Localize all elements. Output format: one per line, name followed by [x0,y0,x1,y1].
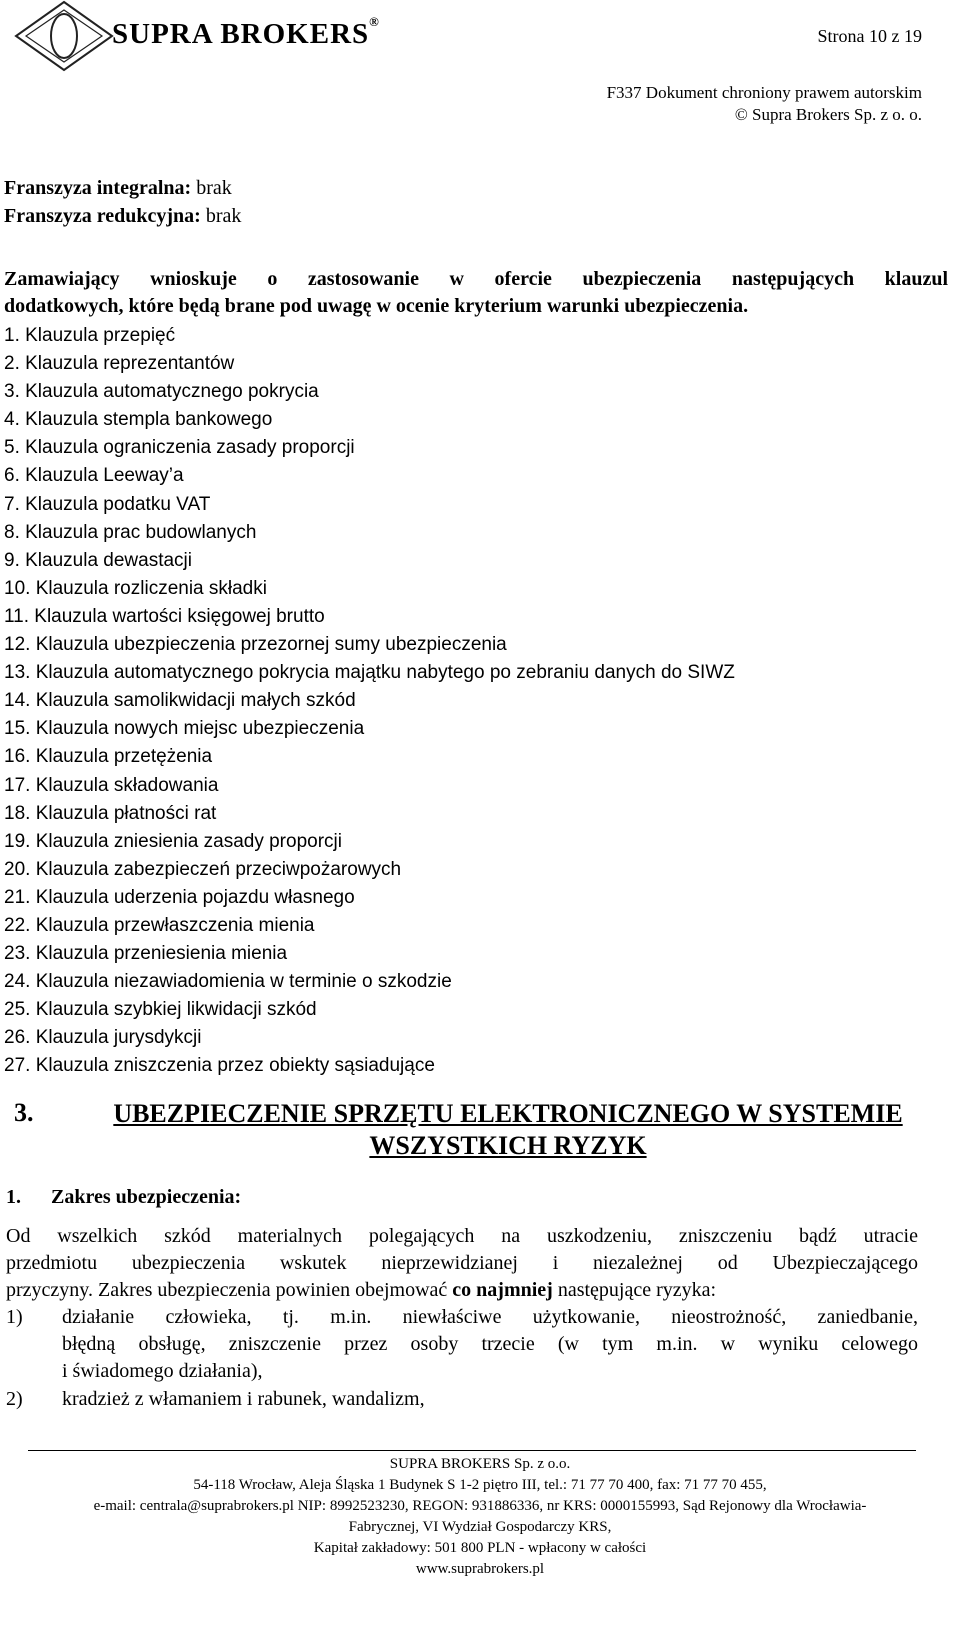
section-title: UBEZPIECZENIE SPRZĘTU ELEKTRONICZNEGO W SYSTEMIE WSZYSTKICH RYZYK [113,1099,903,1160]
clause-item: 14. Klauzula samolikwidacji małych szkód [4,690,356,712]
clause-item: 11. Klauzula wartości księgowej brutto [4,605,325,627]
clause-item: 5. Klauzula ograniczenia zasady proporcji [4,437,355,459]
clause-item: 7. Klauzula podatku VAT [4,493,211,515]
clause-item: 15. Klauzula nowych miejsc ubezpieczenia [4,718,365,740]
clause-item: 3. Klauzula automatycznego pokrycia [4,381,319,403]
risk-item: 2) kradzież z włamaniem i rabunek, wandalizm, [6,1388,425,1410]
franchise-reduction: Franszyza redukcyjna: brak [4,205,242,227]
clause-item: 8. Klauzula prac budowlanych [4,521,257,543]
clause-item: 18. Klauzula płatności rat [4,802,217,824]
clause-item: 1. Klauzula przepięć [4,325,176,346]
clause-item: 21. Klauzula uderzenia pojazdu własnego [4,886,355,908]
clause-item: 4. Klauzula stempla bankowego [4,409,273,431]
scope-paragraph: Od wszelkich szkód materialnych polegających na uszkodzeniu, zniszczeniu bądź utracie przedmiotu ubezpieczenia wskutek nieprzewidzianej i niezależnej od Ubezpieczającego przyczyny. Zakres ubezpieczenia powinien obejmować co najmniej następujące ryzyka: [6,1225,918,1301]
clause-item: 6. Klauzula Leeway’a [4,465,184,487]
risk-item: 1) działanie człowieka, tj. m.in. niewłaściwe użytkowanie, nieostrożność, zaniedbanie, błędną obsługę, zniszczenie przez osoby trzecie (w tym m.in. w wyniku celowego i świadomego działania), [6,1306,918,1382]
company-logo [12,0,116,70]
clauses-intro: Zamawiający wnioskuje o zastosowanie w ofercie ubezpieczenia następujących klauzul dodatkowych, które będą brane pod uwagę w ocenie kryterium warunki ubezpieczenia. [4,268,948,317]
footer-registry: e-mail: centrala@suprabrokers.pl NIP: 8992523230, REGON: 931886336, nr KRS: 0000155993, Sąd Rejonowy dla Wrocławia- [93,1498,867,1514]
clause-item: 13. Klauzula automatycznego pokrycia majątku nabytego po zebraniu danych do SIWZ [4,662,735,684]
clause-item: 22. Klauzula przewłaszczenia mienia [4,914,315,936]
brand-name: SUPRA BROKERS® [112,14,380,50]
footer-website: www.suprabrokers.pl [415,1561,545,1577]
clause-item: 20. Klauzula zabezpieczeń przeciwpożarowych [4,858,402,880]
clause-item: 25. Klauzula szybkiej likwidacji szkód [4,999,317,1021]
registered-mark: ® [369,14,380,29]
clause-item: 16. Klauzula przetężenia [4,746,213,768]
clause-list [4,322,735,1081]
copyright-owner: © Supra Brokers Sp. z o. o. [734,105,922,124]
footer-address: 54-118 Wrocław, Aleja Śląska 1 Budynek S 1-2 piętro III, tel.: 71 77 70 400, fax: 71 77 70 455, [193,1477,767,1493]
copyright-notice: F337 Dokument chroniony prawem autorskim [606,83,922,102]
clause-item: 23. Klauzula przeniesienia mienia [4,943,288,965]
clause-item: 17. Klauzula składowania [4,774,219,796]
clause-item: 19. Klauzula zniesienia zasady proporcji [4,830,342,852]
clause-item: 10. Klauzula rozliczenia składki [4,577,267,599]
footer-capital: Kapitał zakładowy: 501 800 PLN - wpłacony w całości [313,1540,647,1556]
clause-item: 27. Klauzula zniszczenia przez obiekty sąsiadujące [4,1055,435,1077]
clause-item: 9. Klauzula dewastacji [4,549,192,571]
page-footer [0,1454,960,1580]
page-number: Strona 10 z 19 [817,26,922,46]
footer-divider [28,1450,916,1451]
clause-item: 12. Klauzula ubezpieczenia przezornej sumy ubezpieczenia [4,634,507,656]
clause-item: 24. Klauzula niezawiadomienia w terminie o szkodzie [4,971,452,993]
clause-item: 26. Klauzula jurysdykcji [4,1027,202,1049]
section-number: 3. [14,1098,34,1127]
footer-court: Fabrycznej, VI Wydział Gospodarczy KRS, [348,1519,612,1535]
subsection-heading: 1. Zakres ubezpieczenia: [6,1186,242,1208]
clause-item: 2. Klauzula reprezentantów [4,353,235,375]
franchise-integral: Franszyza integralna: brak [4,177,232,199]
footer-company: SUPRA BROKERS Sp. z o.o. [389,1456,571,1472]
